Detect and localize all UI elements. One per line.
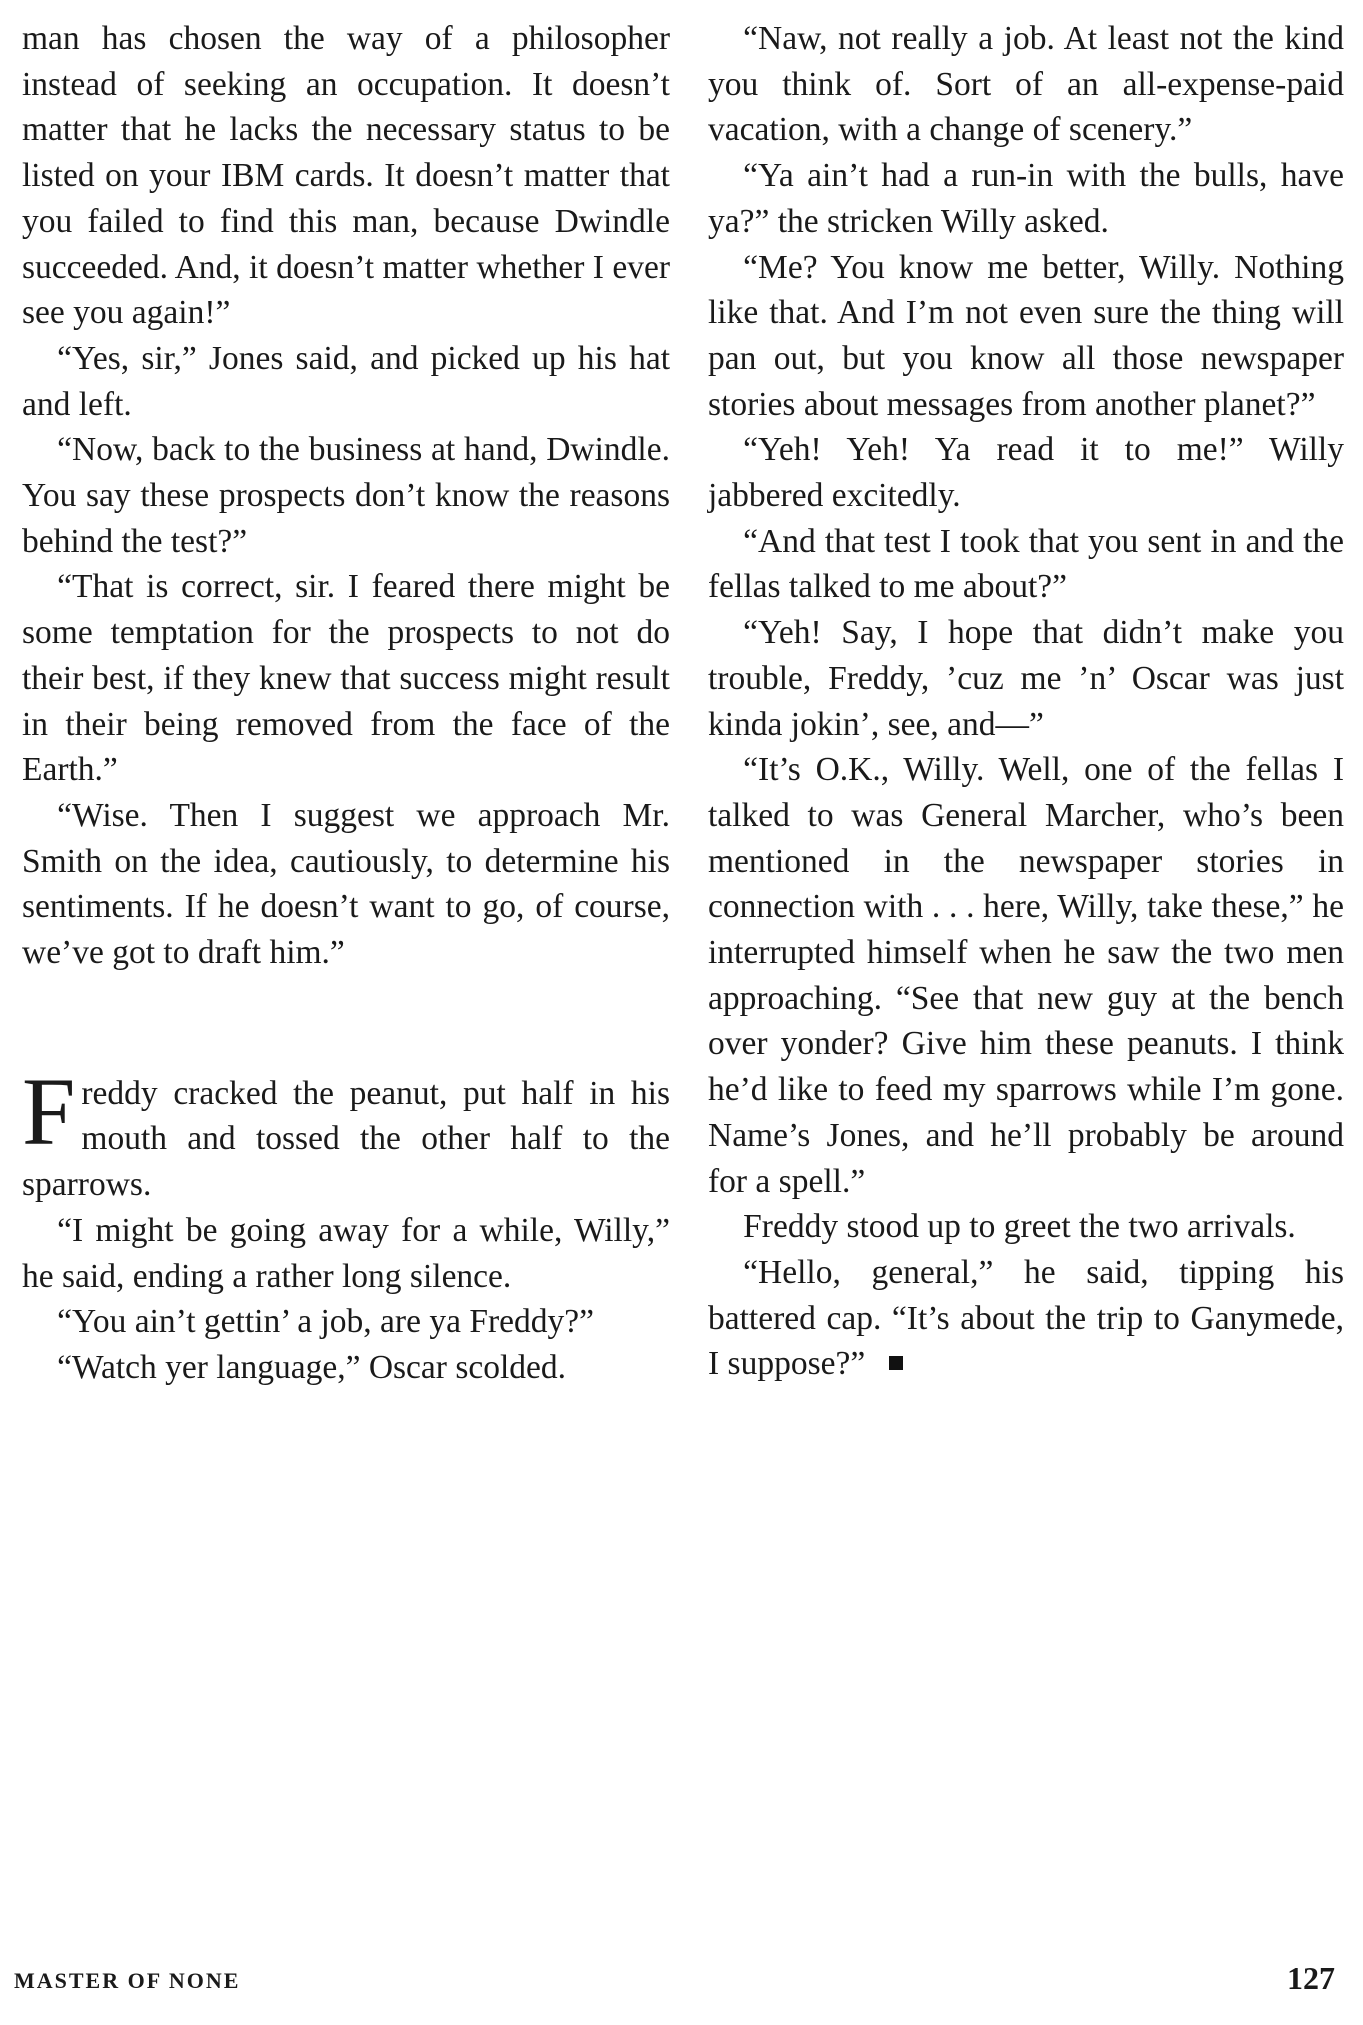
right-column	[708, 16, 1344, 1387]
paragraph: man has chosen the way of a philosopher instead of seeking an occupation. It doesn’t matter that he lacks the necessary status to be listed on your IBM cards. It doesn’t matter that you failed to find this man, because Dwindle succeeded. And, it doesn’t matter whether I ever see you again!”	[22, 20, 670, 332]
paragraph-text: “Hello, general,” he said, tipping his battered cap. “It’s about the trip to Ganymede, I suppose?”	[708, 1253, 1344, 1383]
paragraph: Freddy stood up to greet the two arrivals.	[743, 1208, 1296, 1246]
paragraph-text: reddy cracked the peanut, put half in his mouth and tossed the other half to the sparrows.	[22, 1074, 670, 1204]
dropcap-paragraph	[22, 1057, 670, 1208]
paragraph: “Watch yer language,” Oscar scolded.	[57, 1348, 567, 1386]
left-column	[22, 16, 670, 1391]
paragraph: “That is correct, sir. I feared there might be some temptation for the prospects to not do their best, if they knew that success might result in their being removed from the face of the Earth.”	[22, 568, 670, 789]
paragraph: “Me? You know me better, Willy. Nothing like that. And I’m not even sure the thing will pan out, but you know all those newspaper stories about messages from another planet?”	[708, 248, 1344, 423]
final-paragraph	[708, 1250, 1344, 1387]
running-footer-title: MASTER OF NONE	[14, 1968, 241, 1993]
page-number: 127	[1287, 1960, 1335, 1996]
paragraph: “I might be going away for a while, Willy,” he said, ending a rather long silence.	[22, 1211, 670, 1295]
paragraph: “Yes, sir,” Jones said, and picked up his hat and left.	[22, 339, 670, 423]
paragraph: “And that test I took that you sent in and the fellas talked to me about?”	[708, 522, 1344, 606]
paragraph: “Now, back to the business at hand, Dwindle. You say these prospects don’t know the reasons behind the test?”	[22, 431, 670, 560]
paragraph: “Naw, not really a job. At least not the kind you think of. Sort of an all-expense-paid vacation, with a change of scenery.”	[708, 20, 1344, 149]
paragraph: “Ya ain’t had a run-in with the bulls, have ya?” the stricken Willy asked.	[708, 157, 1344, 240]
paragraph: “Yeh! Say, I hope that didn’t make you trouble, Freddy, ’cuz me ’n’ Oscar was just kinda jokin’, see, and—”	[708, 614, 1344, 743]
paragraph: “Wise. Then I suggest we approach Mr. Smith on the idea, cautiously, to determine his sentiments. If he doesn’t want to go, of course, we’ve got to draft him.”	[22, 796, 670, 972]
paragraph: “It’s O.K., Willy. Well, one of the fellas I talked to was General Marcher, who’s been mentioned in the newspaper stories in connection with . . . here, Willy, take these,” he interrupted himself when he saw the two men approaching. “See that new guy at the bench over yonder? Give him these peanuts. I think he’d like to feed my sparrows while I’m gone. Name’s Jones, and he’ll probably be around for a spell.”	[708, 751, 1344, 1200]
end-of-story-mark	[889, 1356, 903, 1370]
paragraph: “Yeh! Yeh! Ya read it to me!” Willy jabbered excitedly.	[708, 431, 1344, 515]
section-break	[22, 976, 670, 1071]
drop-cap: F	[22, 1057, 76, 1165]
paragraph: “You ain’t gettin’ a job, are ya Freddy?”	[57, 1303, 594, 1341]
